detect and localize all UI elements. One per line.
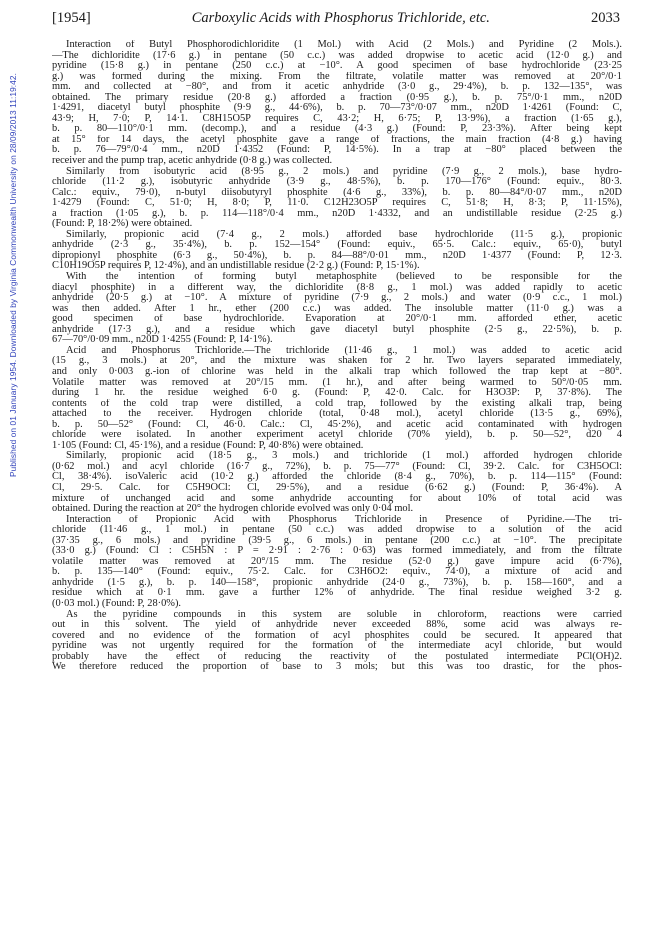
text-line: (0·62 mol.) and acyl chloride (16·7 g., 72%), b. p. 75—77° (Found: Cl, 39·2. Calc. for C3H5OCl:	[52, 461, 622, 472]
text-line: chloride (11·46 g., 1 mol.) in pentane (50 c.c.) was added dropwise to a solution of the acid	[52, 525, 622, 536]
text-line: pyridine (15·8 g.) in pentane (250 c.c.) at −10°. A good specimen of base hydrochloride (23·25	[52, 61, 622, 72]
page-number: 2033	[590, 10, 620, 26]
text-line: Volatile matter was removed at 20°/15 mm. (1 hr.), and after being warmed to 50°/0·05 mm.	[52, 377, 622, 388]
text-line: contents of the cold trap were distilled, a cold trap, followed by the existing alkali trap, being	[52, 398, 622, 409]
text-line: mm. and collected at −80°, and from it acetic anhydride (3·0 g., 29·4%), b. p. 132—135°, was	[52, 82, 622, 93]
text-line: b. p. 50—52° (Found: Cl, 46·0. Calc.: Cl, 45·2%), and acetic acid contaminated with hydrogen	[52, 419, 622, 430]
text-line: 43·9; H, 7·0; P, 14·1. C8H15O5P requires C, 43·2; H, 6·75; P, 13·9%), a fraction (1·65 g.),	[52, 113, 622, 124]
text-line: Cl, 29·5. Calc. for C5H9OCl: Cl, 29·5%), and a residue (6·62 g.) (Found: P, 36·4%). A	[52, 482, 622, 493]
text-line: Similarly from isobutyric acid (8·95 g., 2 mols.) and pyridine (7·9 g., 2 mols.), base hydro-	[66, 166, 622, 177]
text-line: during 1 hr. the residue weighed 6·0 g. (Found: P, 42·0. Calc. for H3O3P: P, 37·8%). The	[52, 388, 622, 399]
text-line: covered and no evidence of the formation of acyl phosphites could be secured. It appeared that	[52, 630, 622, 641]
text-line: Interaction of Butyl Phosphorodichloridite (1 Mol.) with Acid (2 Mols.) and Pyridine (2 Mols.).	[66, 40, 622, 50]
text-line: (Found: P, 18·2%) were obtained.	[52, 219, 193, 230]
text-line: chloride were isolated. In another experiment acetyl chloride (70% yield), b. p. 50—52°, d20 4	[52, 430, 622, 441]
text-line: chloride (11·2 g.), isobutyric anhydride (3·9 g., 48·5%), b. p. 170—176° (Found: equiv., 80·3.	[52, 177, 622, 188]
text-line: —The dichloridite (17·6 g.) in pentane (50 c.c.) was added dropwise to acetic acid (12·0 g.) and	[52, 50, 622, 61]
text-line: volatile matter was removed at 20°/15 mm. The residue (52·0 g.) gave impure acid (6·7%),	[52, 556, 622, 567]
text-line: Similarly, propionic acid (7·4 g., 2 mols.) afforded base hydrochloride (11·5 g.), propionic	[66, 229, 622, 240]
article-body	[52, 40, 622, 673]
text-line: obtained. The primary residue (20·8 g.) afforded a fraction (0·95 g.), b. p. 75°/0·1 mm., n20D	[52, 92, 622, 103]
text-line: (15 g., 3 mols.) at 20°, and the mixture was shaken for 2 hr. Two layers separated immediately,	[52, 356, 622, 367]
text-line: pyridine was not urgently required for the formation of the intermediate acyl chloride, but would	[52, 641, 622, 652]
text-line: diacyl phosphite) in a different way, the dichloridite (8·8 g., 1 mol.) was added rapidly to acetic	[52, 282, 622, 293]
text-line: 1·4279 (Found: C, 51·0; H, 8·0; P, 11·0. C12H23O5P requires C, 51·8; H, 8·3; P, 11·15%),	[52, 198, 622, 209]
text-line: good specimen of base hydrochloride. Evaporation at 20°/0·1 mm. afforded ether, acetic	[52, 314, 622, 325]
text-line: 1·4291, diacetyl butyl phosphite (9·9 g., 44·6%), b. p. 70—73°/0·07 mm., n20D 1·4261 (Found: C,	[52, 103, 622, 114]
text-line: dipropionyl phosphite (6·3 g., 50·4%), b. p. 84—88°/0·01 mm., n20D 1·4377 (Found: P, 12·3.	[52, 250, 622, 261]
download-note-text: Published on 01 January 1954. Downloaded by Virginia Commonwealth University on 28/09/2013 11:19:42.	[8, 72, 18, 478]
text-line: receiver and the pump trap, acetic anhydride (0·8 g.) was collected.	[52, 156, 333, 167]
running-header	[52, 10, 620, 32]
text-line: obtained. During the reaction at 20° the hydrogen chloride evolved was only 0·04 mol.	[52, 504, 414, 515]
text-line: anhydride (2·3 g., 35·4%), b. p. 152—154° (Found: equiv., 65·5. Calc.: equiv., 65·0), butyl	[52, 240, 622, 251]
text-line: g.) was formed during the mixing. From the filtrate, volatile matter was removed at 20°/0·1	[52, 71, 622, 82]
text-line: anhydride (20·5 g.) at −10°. A mixture of pyridine (7·9 g., 2 mols.) and water (0·9 c.c., 1 mol.)	[52, 293, 622, 304]
text-line: at 15° for 14 days, the acetyl phosphite gave a range of fractions, the main fraction (4·8 g.) having	[52, 134, 622, 145]
text-line: (0·03 mol.) (Found: P, 28·0%).	[52, 598, 182, 609]
text-line: mixture of unchanged acid and some anhydride accounting for about 10% of total acid was	[52, 493, 622, 504]
text-line: attached to the receiver. Hydrogen chloride (total, 0·48 mol.), acetyl chloride (13·5 g., 69%),	[52, 409, 622, 420]
text-line: b. p. 135—140° (Found: equiv., 75·2. Calc. for C3H6O2: equiv., 74·0), a mixture of acid and	[52, 567, 622, 578]
text-line: anhydride (1·5 g.), b. p. 140—158°, propionic anhydride (24·0 g., 73%), b. p. 158—160°, and a	[52, 577, 622, 588]
text-line: 1·105 (Found: Cl, 45·1%), and a residue (Found: P, 40·8%) were obtained.	[52, 440, 364, 451]
text-line: anhydride (17·3 g.), and a residue which gave diacetyl butyl phosphite (2·5 g., 22·5%), b. p.	[52, 324, 622, 335]
text-line: a fraction (1·05 g.), b. p. 114—118°/0·4 mm., n20D 1·4332, and an undistillable residue (2·25 g.)	[52, 208, 622, 219]
text-line: Interaction of Propionic Acid with Phosphorus Trichloride in Presence of Pyridine.—The tri-	[66, 514, 622, 525]
text-line: Similarly, propionic acid (18·5 g., 3 mols.) and trichloride (1 mol.) afforded hydrogen chloride	[66, 451, 622, 462]
text-line: (33·0 g.) (Found: Cl : C5H5N : P = 2·91 : 2·76 : 0·63) was formed immediately, and from the filtrate	[52, 546, 622, 557]
text-line: As the pyridine compounds in this system are soluble in chloroform, reactions were carried	[66, 609, 622, 620]
text-line: b. p. 80—110°/0·1 mm. (decomp.), and a residue (4·3 g.) (Found: P, 23·3%). After being kept	[52, 124, 622, 135]
text-line: Calc.: equiv., 79·0), n-butyl diisobutyryl phosphite (4·6 g., 33%), b. p. 80—84°/0·07 mm., n20D	[52, 187, 622, 198]
text-line: b. p. 76—79°/0·4 mm., n20D 1·4352 (Found: P, 14·5%). In a trap at −80° placed between the	[52, 145, 622, 156]
header-title: Carboxylic Acids with Phosphorus Trichloride, etc.	[191, 10, 490, 26]
text-line: C10H19O5P requires P, 12·4%), and an undistillable residue (2·2 g.) (Found: P, 15·1%).	[52, 261, 420, 272]
text-line: 67—70°/0·09 mm., n20D 1·4255 (Found: P, 14·1%).	[52, 335, 273, 346]
text-line: and only 0·003 g.-ion of chlorine was held in the alkali trap which followed the trap kept at −80°.	[52, 366, 622, 377]
text-line: We therefore reduced the proportion of base to 3 mols; but this was too drastic, for the phos-	[52, 662, 622, 673]
text-line: Acid and Phosphorus Trichloride.—The trichloride (11·46 g., 1 mol.) was added to acetic acid	[66, 345, 622, 356]
text-line: was then added. After 1 hr., ether (200 c.c.) was added. The insoluble matter (11·0 g.) was a	[52, 303, 622, 314]
text-line: out in this solvent. The yield of anhydride never exceeded 88%, some acid was always re-	[52, 620, 622, 631]
text-line: (37·35 g., 6 mols.) and pyridine (39·5 g., 6 mols.) in pentane (200 c.c.) at −10°. The precipitate	[52, 535, 622, 546]
download-note	[2, 60, 24, 490]
text-line: Cl, 38·4%). isoValeric acid (10·2 g.) afforded the chloride (8·4 g., 70%), b. p. 114—115° (Found:	[52, 472, 622, 483]
text-line: residue which at 0·1 mm. gave a further 12% of anhydride. The final residue weighed 3·2 g.	[52, 588, 622, 599]
text-line: With the intention of forming butyl metaphosphite (believed to be responsible for the	[66, 272, 622, 283]
header-year: [1954]	[52, 10, 91, 26]
text-line: probably have the effect of reducing the reactivity of the postulated intermediate PCl(OH)2.	[52, 651, 622, 662]
